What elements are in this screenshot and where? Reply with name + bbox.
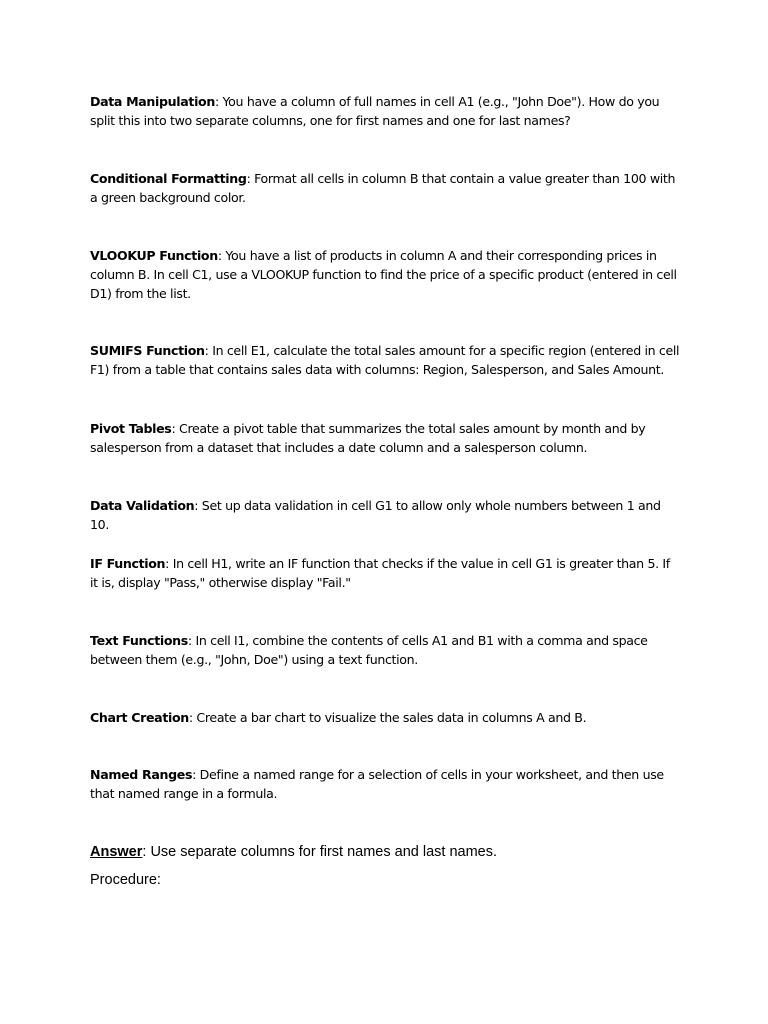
question-term: Named Ranges [90,767,193,782]
question-text: : Create a bar chart to visualize the sales data in columns A and B. [188,710,587,725]
question-text: : You have a column of full names in cell A1 (e.g., "John Doe"). How do you split this into two separate columns, one for first names and one for last names? [90,94,660,128]
question-sumifs-function [90,341,680,379]
question-text: : Format all cells in column B that contain a value greater than 100 with a green background color. [90,171,676,205]
procedure-label: Procedure: [90,872,161,888]
question-term: SUMIFS Function [90,343,205,358]
question-text: : You have a list of products in column A and their corresponding prices in column B. In cell C1, use a VLOOKUP function to find the price of a specific product (entered in cell D1) from the list. [90,248,677,301]
question-if-function [90,554,680,592]
question-text: : Create a pivot table that summarizes the total sales amount by month and by salesperson from a dataset that includes a date column and a salesperson column. [90,421,646,455]
question-term: Chart Creation [90,710,189,725]
question-pivot-tables [90,419,680,457]
question-term: IF Function [90,556,166,571]
question-vlookup-function [90,246,680,303]
answer-label: Answer [90,844,143,860]
question-text: : In cell E1, calculate the total sales amount for a specific region (entered in cell F1) from a table that contains sales data with columns: Region, Salesperson, and Sales Amount. [90,343,680,377]
question-term: VLOOKUP Function [90,248,218,263]
question-text: : Set up data validation in cell G1 to allow only whole numbers between 1 and 10. [90,498,661,532]
question-text: : Define a named range for a selection of cells in your worksheet, and then use that named range in a formula. [90,767,664,801]
question-text: : In cell H1, write an IF function that checks if the value in cell G1 is greater than 5. If it is, display "Pass," otherwise display "Fail." [90,556,670,590]
question-term: Pivot Tables [90,421,172,436]
question-term: Data Validation [90,498,195,513]
question-text: : In cell I1, combine the contents of cells A1 and B1 with a comma and space between them (e.g., "John, Doe") using a text function. [90,633,648,667]
question-term: Text Functions [90,633,188,648]
answer-paragraph [90,843,680,861]
question-term: Conditional Formatting [90,171,247,186]
question-conditional-formatting [90,169,680,207]
question-term: Data Manipulation [90,94,215,109]
question-data-validation [90,496,680,534]
question-data-manipulation [90,92,680,130]
question-text-functions [90,631,680,669]
question-chart-creation [90,708,680,727]
answer-text: : Use separate columns for first names and last names. [142,844,497,860]
question-named-ranges [90,765,680,803]
